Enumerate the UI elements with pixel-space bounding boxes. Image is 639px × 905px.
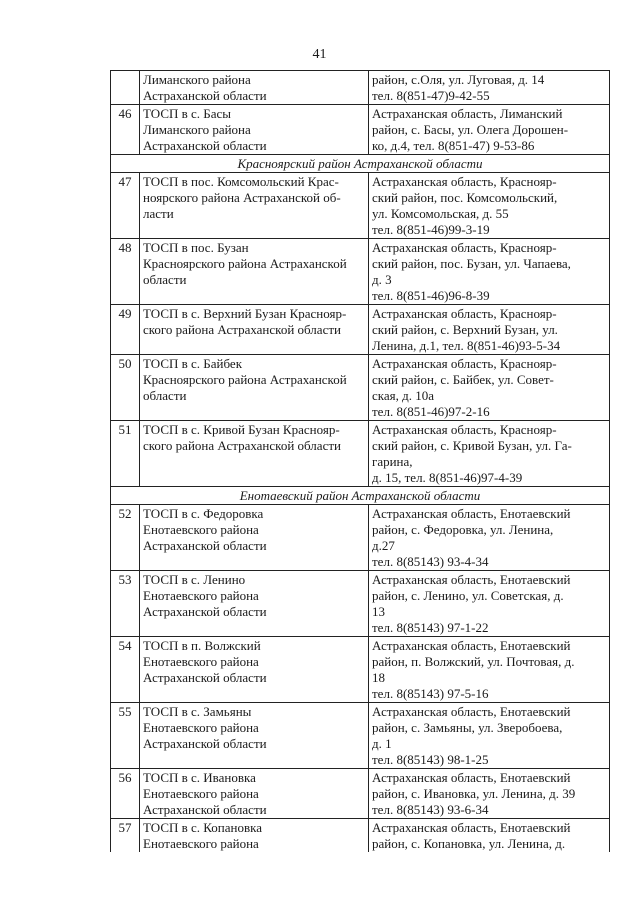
- office-name-cell: [140, 305, 369, 355]
- office-address-line: 18: [372, 670, 385, 685]
- office-address-line: Астраханская область, Краснояр-: [372, 422, 557, 437]
- office-address-line: Астраханская область, Енотаевский: [372, 704, 571, 719]
- office-address-line: район, с. Басы, ул. Олега Дорошен-: [372, 122, 569, 137]
- office-address-cell: [369, 355, 610, 421]
- office-name-line: Астраханской области: [143, 138, 267, 153]
- office-address-line: тел. 8(85143) 93-6-34: [372, 802, 489, 817]
- office-address-line: гарина,: [372, 454, 413, 469]
- office-name-cell: [140, 173, 369, 239]
- office-address-line: д. 3: [372, 272, 392, 287]
- office-address-line: ко, д.4, тел. 8(851-47) 9-53-86: [372, 138, 535, 153]
- office-address-line: ский район, с. Байбек, ул. Совет-: [372, 372, 554, 387]
- office-address-line: район, с. Ивановка, ул. Ленина, д. 39: [372, 786, 576, 801]
- office-name-cell: [140, 71, 369, 105]
- offices-table-body: [111, 71, 610, 853]
- office-name-line: Енотаевского района: [143, 588, 259, 603]
- office-name-cell: [140, 819, 369, 853]
- office-address-line: район, с. Замьяны, ул. Зверобоева,: [372, 720, 563, 735]
- row-number: 47: [111, 173, 140, 239]
- office-address-cell: [369, 505, 610, 571]
- office-name-line: ТОСП в с. Замьяны: [143, 704, 252, 719]
- office-name-line: ТОСП в с. Басы: [143, 106, 232, 121]
- office-name-cell: [140, 637, 369, 703]
- office-name-line: ского района Астраханской области: [143, 438, 341, 453]
- office-address-line: тел. 8(851-46)96-8-39: [372, 288, 490, 303]
- office-address-line: район, с. Ленино, ул. Советская, д.: [372, 588, 564, 603]
- office-name-line: Енотаевского района: [143, 720, 259, 735]
- row-number: 57: [111, 819, 140, 853]
- office-name-line: ТОСП в пос. Бузан: [143, 240, 249, 255]
- office-name-line: ТОСП в с. Верхний Бузан Краснояр-: [143, 306, 347, 321]
- office-address-line: тел. 8(85143) 97-1-22: [372, 620, 489, 635]
- table-row: [111, 769, 610, 819]
- page-number: 41: [312, 47, 327, 62]
- office-address-line: д.27: [372, 538, 395, 553]
- office-name-line: ласти: [143, 206, 174, 221]
- office-address-line: ул. Комсомольская, д. 55: [372, 206, 509, 221]
- office-name-line: Красноярского района Астраханской: [143, 256, 347, 271]
- office-name-line: области: [143, 388, 187, 403]
- office-name-line: Астраханской области: [143, 802, 267, 817]
- office-address-line: тел. 8(85143) 98-1-25: [372, 752, 489, 767]
- office-address-cell: [369, 637, 610, 703]
- office-name-line: ТОСП в с. Кривой Бузан Краснояр-: [143, 422, 340, 437]
- office-address-line: район, с. Федоровка, ул. Ленина,: [372, 522, 554, 537]
- row-number: 50: [111, 355, 140, 421]
- table-row: [111, 819, 610, 853]
- office-address-line: ский район, с. Верхний Бузан, ул.: [372, 322, 558, 337]
- office-address-cell: [369, 571, 610, 637]
- office-address-cell: [369, 71, 610, 105]
- row-number: [111, 71, 140, 105]
- office-address-line: Астраханская область, Краснояр-: [372, 240, 557, 255]
- office-address-line: район, п. Волжский, ул. Почтовая, д.: [372, 654, 575, 669]
- office-name-cell: [140, 571, 369, 637]
- office-name-line: ТОСП в пос. Комсомольский Крас-: [143, 174, 339, 189]
- table-row: [111, 421, 610, 487]
- office-address-line: Ленина, д.1, тел. 8(851-46)93-5-34: [372, 338, 561, 353]
- office-address-line: Астраханская область, Енотаевский: [372, 820, 571, 835]
- table-row: [111, 703, 610, 769]
- office-address-cell: [369, 239, 610, 305]
- office-address-cell: [369, 703, 610, 769]
- office-address-line: ский район, с. Кривой Бузан, ул. Га-: [372, 438, 572, 453]
- office-address-line: Астраханская область, Енотаевский: [372, 506, 571, 521]
- office-address-cell: [369, 305, 610, 355]
- office-address-line: тел. 8(85143) 93-4-34: [372, 554, 489, 569]
- office-address-line: Астраханская область, Краснояр-: [372, 306, 557, 321]
- office-name-line: Енотаевского района: [143, 836, 259, 851]
- table-row: [111, 505, 610, 571]
- section-row: [111, 155, 610, 173]
- table-row: [111, 305, 610, 355]
- table-row: [111, 71, 610, 105]
- office-name-line: Красноярского района Астраханской: [143, 372, 347, 387]
- table-row: [111, 355, 610, 421]
- office-address-cell: [369, 105, 610, 155]
- table-row: [111, 239, 610, 305]
- office-name-line: Астраханской области: [143, 670, 267, 685]
- row-number: 55: [111, 703, 140, 769]
- office-address-line: Астраханская область, Енотаевский: [372, 638, 571, 653]
- office-name-line: ноярского района Астраханской об-: [143, 190, 341, 205]
- office-name-line: ТОСП в с. Федоровка: [143, 506, 264, 521]
- table-row: [111, 571, 610, 637]
- office-address-cell: [369, 173, 610, 239]
- office-name-line: Астраханской области: [143, 538, 267, 553]
- table-row: [111, 637, 610, 703]
- row-number: 49: [111, 305, 140, 355]
- offices-table: [110, 70, 610, 852]
- office-address-line: ский район, пос. Бузан, ул. Чапаева,: [372, 256, 571, 271]
- section-title: Енотаевский район Астраханской области: [111, 487, 610, 505]
- row-number: 56: [111, 769, 140, 819]
- row-number: 46: [111, 105, 140, 155]
- office-address-line: Астраханская область, Енотаевский: [372, 770, 571, 785]
- office-address-line: д. 15, тел. 8(851-46)97-4-39: [372, 470, 523, 485]
- office-address-line: Астраханская область, Краснояр-: [372, 174, 557, 189]
- row-number: 54: [111, 637, 140, 703]
- office-address-line: ский район, пос. Комсомольский,: [372, 190, 558, 205]
- office-name-line: Лиманского района: [143, 72, 251, 87]
- office-address-line: район, с. Копановка, ул. Ленина, д.: [372, 836, 566, 851]
- office-address-cell: [369, 819, 610, 853]
- office-name-cell: [140, 769, 369, 819]
- office-name-line: Лиманского района: [143, 122, 251, 137]
- office-name-cell: [140, 421, 369, 487]
- office-address-line: тел. 8(851-46)97-2-16: [372, 404, 490, 419]
- table-row: [111, 105, 610, 155]
- office-address-cell: [369, 421, 610, 487]
- office-address-line: ская, д. 10а: [372, 388, 435, 403]
- row-number: 48: [111, 239, 140, 305]
- office-address-line: 13: [372, 604, 385, 619]
- office-name-line: ТОСП в с. Копановка: [143, 820, 263, 835]
- office-name-line: ТОСП в п. Волжский: [143, 638, 261, 653]
- section-title: Красноярский район Астраханской области: [111, 155, 610, 173]
- office-name-cell: [140, 703, 369, 769]
- table-row: [111, 173, 610, 239]
- office-address-line: тел. 8(85143) 97-5-16: [372, 686, 489, 701]
- office-name-cell: [140, 239, 369, 305]
- row-number: 51: [111, 421, 140, 487]
- office-address-line: Астраханская область, Краснояр-: [372, 356, 557, 371]
- office-name-line: Енотаевского района: [143, 522, 259, 537]
- section-row: [111, 487, 610, 505]
- office-name-cell: [140, 505, 369, 571]
- office-name-line: Астраханской области: [143, 604, 267, 619]
- office-name-line: Астраханской области: [143, 88, 267, 103]
- office-name-line: Енотаевского района: [143, 654, 259, 669]
- row-number: 53: [111, 571, 140, 637]
- office-name-cell: [140, 355, 369, 421]
- office-address-cell: [369, 769, 610, 819]
- office-address-line: тел. 8(851-46)99-3-19: [372, 222, 490, 237]
- office-name-line: Енотаевского района: [143, 786, 259, 801]
- office-name-line: области: [143, 272, 187, 287]
- office-name-line: ТОСП в с. Байбек: [143, 356, 243, 371]
- office-address-line: район, с.Оля, ул. Луговая, д. 14: [372, 72, 545, 87]
- office-name-line: ского района Астраханской области: [143, 322, 341, 337]
- office-address-line: Астраханская область, Лиманский: [372, 106, 563, 121]
- office-name-cell: [140, 105, 369, 155]
- office-name-line: ТОСП в с. Ленино: [143, 572, 246, 587]
- office-address-line: тел. 8(851-47)9-42-55: [372, 88, 490, 103]
- row-number: 52: [111, 505, 140, 571]
- office-name-line: ТОСП в с. Ивановка: [143, 770, 256, 785]
- office-address-line: Астраханская область, Енотаевский: [372, 572, 571, 587]
- office-name-line: Астраханской области: [143, 736, 267, 751]
- office-address-line: д. 1: [372, 736, 392, 751]
